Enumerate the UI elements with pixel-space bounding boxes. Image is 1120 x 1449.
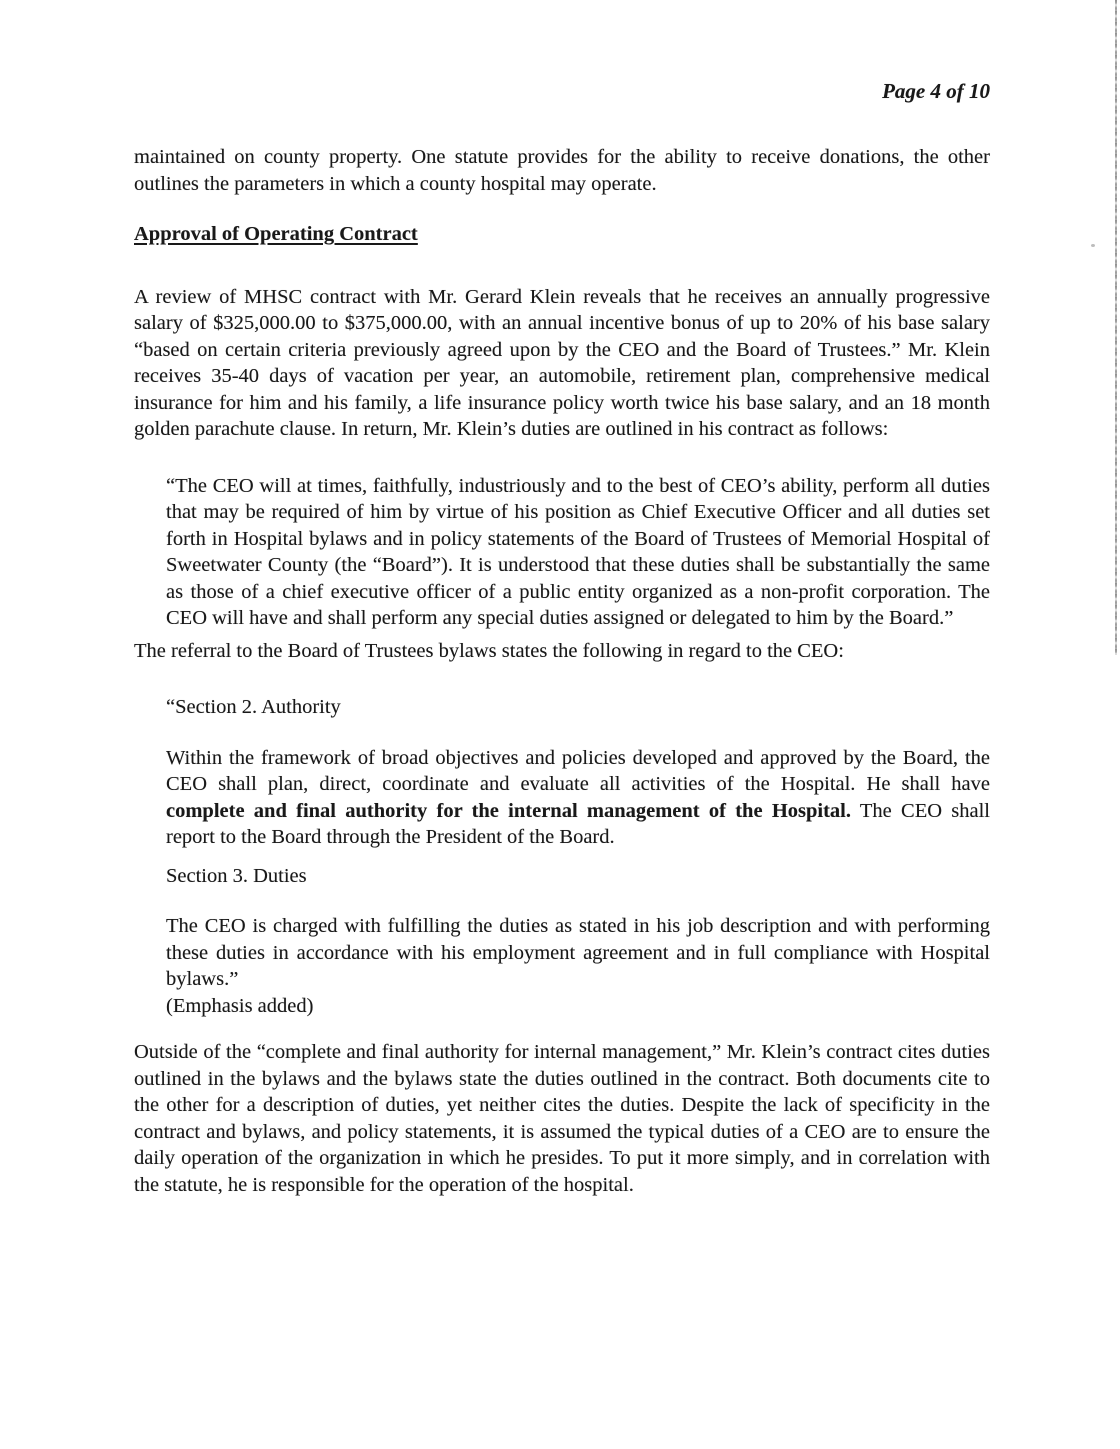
section3-duties-title: Section 3. Duties <box>166 864 307 887</box>
section2-body-text: Within the framework of broad objectives and policies developed and approved by the Board, the CEO shall plan, direct, coordinate and evaluate all activities of the Hospital. He shall have <box>166 746 990 795</box>
section2-authority-body <box>166 745 990 851</box>
emphasis-note: (Emphasis added) <box>166 994 314 1017</box>
scan-artifact-speck <box>1091 244 1095 247</box>
scan-artifact-line <box>1115 0 1117 655</box>
page-number-header: Page 4 of 10 <box>882 79 990 103</box>
contract-review-paragraph: A review of MHSC contract with Mr. Gerard Klein reveals that he receives an annually progressive salary of $325,000.00 to $375,000.00, with an annual incentive bonus of up to 20% of his base salary “based on certain criteria previously agreed upon by the CEO and the Board of Trustees.” Mr. Klein receives 35-40 days of vacation per year, an automobile, retirement plan, comprehensive medical insurance for him and his family, a life insurance policy worth twice his base salary, and an 18 month golden parachute clause. In return, Mr. Klein’s duties are outlined in his contract as follows: <box>134 285 990 440</box>
section-heading: Approval of Operating Contract <box>134 223 418 245</box>
closing-paragraph: Outside of the “complete and final authority for internal management,” Mr. Klein’s contract cites duties outlined in the bylaws and the bylaws state the duties outlined in the contract. Both documents cite to the other for a description of duties, yet neither cites the duties. Despite the lack of specificity in the contract and bylaws, and policy statements, it is assumed the typical duties of a CEO are to ensure the daily operation of the organization in which he presides. To put it more simply, and in correlation with the statute, he is responsible for the operation of the hospital. <box>134 1041 990 1196</box>
ceo-contract-quote: “The CEO will at times, faithfully, industriously and to the best of CEO’s ability, perform all duties that may be required of him by virtue of his position as Chief Executive Officer and all duties set forth in Hospital bylaws and in policy statements of the Board of Trustees of Memorial Hospital of Sweetwater County (the “Board”). It is understood that these duties shall be substantially the same as those of a chief executive officer of a public entity organized as a non-profit corporation. The CEO will have and shall perform any special duties assigned or delegated to him by the Board.” <box>166 474 990 629</box>
referral-paragraph: The referral to the Board of Trustees bylaws states the following in regard to the CEO: <box>134 639 844 662</box>
bold-emphasis-text: complete and final authority for the internal management of the Hospital. <box>166 799 851 822</box>
section3-duties-body: The CEO is charged with fulfilling the duties as stated in his job description and with performing these duties in accordance with his employment agreement and in full compliance with Hospital bylaws.” <box>166 915 990 990</box>
intro-paragraph: maintained on county property. One statute provides for the ability to receive donations, the other outlines the parameters in which a county hospital may operate. <box>134 146 990 195</box>
section2-body-text-cont: The CEO shall report to the Board through the President of the Board. <box>166 799 991 848</box>
section2-authority-title: “Section 2. Authority <box>166 696 341 718</box>
